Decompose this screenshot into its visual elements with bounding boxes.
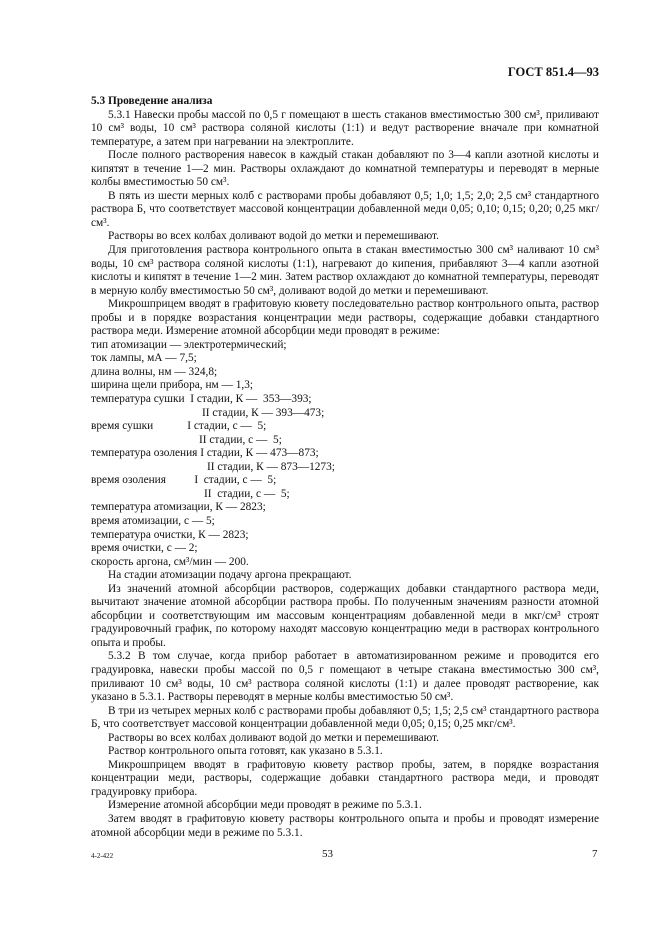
paragraph: В пять из шести мерных колб с растворами пробы добавляют 0,5; 1,0; 1,5; 2,0; 2,5 см³ стандартного раствора Б, что соответствует массовой концентрации добавленной меди 0,05; 0,10; 0,15; 0,20; 0,25 мкг/ см³.	[91, 189, 599, 229]
print-code: 4-2-422	[91, 852, 114, 860]
parameter-text: температура очистки, К — 2823;	[91, 528, 249, 541]
paragraph-group-b	[91, 569, 599, 840]
parameter-row	[91, 393, 599, 407]
paragraph: В три из четырех мерных колб с растворами пробы добавляют 0,5; 1,5; 2,5 см³ стандартного раствора Б, что соответствует массовой концентрации добавленной меди 0,05; 0,15; 0,25 мкг/см³.	[91, 704, 599, 731]
parameter-row	[91, 379, 599, 393]
paragraph: Из значений атомной абсорбции растворов, содержащих добавки стандартного раствора меди, вычитают значение атомной абсорбции раствора пробы. По полученным значениям разности атомной абсорбции и соответствующим им массовым концентрациям добавленной меди в мкг/см³ строят градуировочный график, по которому находят массовую концентрацию меди в растворах контрольного опыта и пробы.	[91, 582, 599, 649]
paragraph: Микрошприцем вводят в графитовую кювету последовательно раствор контрольного опыта, раствор пробы и в порядке возрастания концентрации меди растворы, содержащие добавки стандартного раствора меди. Измерение атомной абсорбции меди проводят в режиме:	[91, 298, 599, 338]
section-title: 5.3 Проведение анализа	[91, 95, 213, 107]
parameter-text: II стадии, К — 873—1273;	[207, 460, 335, 473]
parameter-text: II стадии, К — 393—473;	[202, 406, 325, 419]
parameter-list	[91, 339, 599, 569]
parameter-row	[91, 474, 599, 488]
paragraph: Растворы во всех колбах доливают водой до метки и перемешивают.	[108, 731, 439, 744]
paragraph-group-a	[91, 109, 599, 339]
parameter-row	[91, 529, 599, 543]
parameter-text: температура сушки I стадии, К — 353—393;	[91, 393, 312, 406]
parameter-text: длина волны, нм — 324,8;	[91, 365, 218, 378]
parameter-text: время атомизации, с — 5;	[91, 514, 215, 527]
sheet-number: 7	[592, 848, 598, 860]
paragraph: Для приготовления раствора контрольного опыта в стакан вместимостью 300 см³ наливают 10 см³ воды, 10 см³ раствора соляной кислоты (1:1), нагревают до кипения, прибавляют 3—4 капли азотной кислоты и кипятят в течение 1—2 мин. Затем раствор охлаждают до комнатной температуры, переводят в мерную колбу вместимостью 50 см³, доливают водой до метки и перемешивают.	[91, 244, 599, 297]
parameter-row	[91, 434, 599, 448]
parameter-row	[91, 420, 599, 434]
parameter-row	[91, 352, 599, 366]
paragraph: После полного растворения навесок в каждый стакан добавляют по 3—4 капли азотной кислоты и кипятят в течение 1—2 мин. Растворы охлаждают до комнатной температуры и переводят в мерные колбы вместимостью 50 см³.	[91, 149, 599, 189]
parameter-row	[91, 542, 599, 556]
parameter-row	[91, 461, 599, 475]
parameter-row	[91, 339, 599, 353]
parameter-row	[91, 407, 599, 421]
parameter-text: II стадии, с — 5;	[199, 433, 282, 446]
paragraph: Раствор контрольного опыта готовят, как указано в 5.3.1.	[108, 745, 383, 758]
parameter-text: время сушки I стадии, с — 5;	[91, 420, 267, 433]
standard-designation: ГОСТ 851.4—93	[507, 65, 599, 79]
parameter-text: скорость аргона, см³/мин — 200.	[91, 555, 249, 568]
parameter-text: ток лампы, мА — 7,5;	[91, 352, 197, 365]
parameter-row	[91, 515, 599, 529]
parameter-text: температура озоления I стадии, К — 473—873;	[91, 447, 319, 460]
parameter-text: II стадии, с — 5;	[204, 487, 290, 500]
paragraph: Растворы во всех колбах доливают водой до метки и перемешивают.	[108, 230, 439, 243]
parameter-row	[91, 366, 599, 380]
paragraph: 5.3.1 Навески пробы массой по 0,5 г помещают в шесть стаканов вместимостью 300 см³, приливают 10 см³ воды, 10 см³ раствора соляной кислоты (1:1) и ведут растворение вначале при комнатной температуре, а затем при нагревании на электроплите.	[91, 108, 599, 148]
paragraph: На стадии атомизации подачу аргона прекращают.	[108, 569, 352, 582]
paragraph: Измерение атомной абсорбции меди проводят в режиме по 5.3.1.	[108, 799, 422, 812]
parameter-text: время очистки, с — 2;	[91, 542, 198, 555]
page-number: 53	[322, 848, 333, 860]
paragraph: Микрошприцем вводят в графитовую кювету раствор пробы, затем, в порядке возрастания концентрации меди, растворы, содержащие добавки стандартного раствора меди, и проводят градуировку прибора.	[91, 758, 599, 798]
paragraph: 5.3.2 В том случае, когда прибор работает в автоматизированном режиме и проводится его градуировка, навески пробы массой по 0,5 г помещают в четыре стакана вместимостью 300 см³, приливают 10 см³ воды, 10 см³ раствора соляной кислоты (1:1) и далее проводят растворение, как указано в 5.3.1. Растворы переводят в мерные колбы вместимостью 50 см³.	[91, 650, 599, 704]
parameter-text: температура атомизации, К — 2823;	[91, 501, 266, 514]
document-body	[91, 95, 599, 840]
parameter-row	[91, 501, 599, 515]
parameter-text: тип атомизации — электротермический;	[91, 338, 287, 351]
paragraph: Затем вводят в графитовую кювету растворы контрольного опыта и пробы и проводят измерение атомной абсорбции меди в режиме по 5.3.1.	[91, 812, 599, 839]
parameter-row	[91, 488, 599, 502]
parameter-text: ширина щели прибора, нм — 1,3;	[91, 379, 254, 392]
parameter-row	[91, 447, 599, 461]
parameter-text: время озоления I стадии, с — 5;	[91, 474, 277, 487]
parameter-row	[91, 556, 599, 570]
